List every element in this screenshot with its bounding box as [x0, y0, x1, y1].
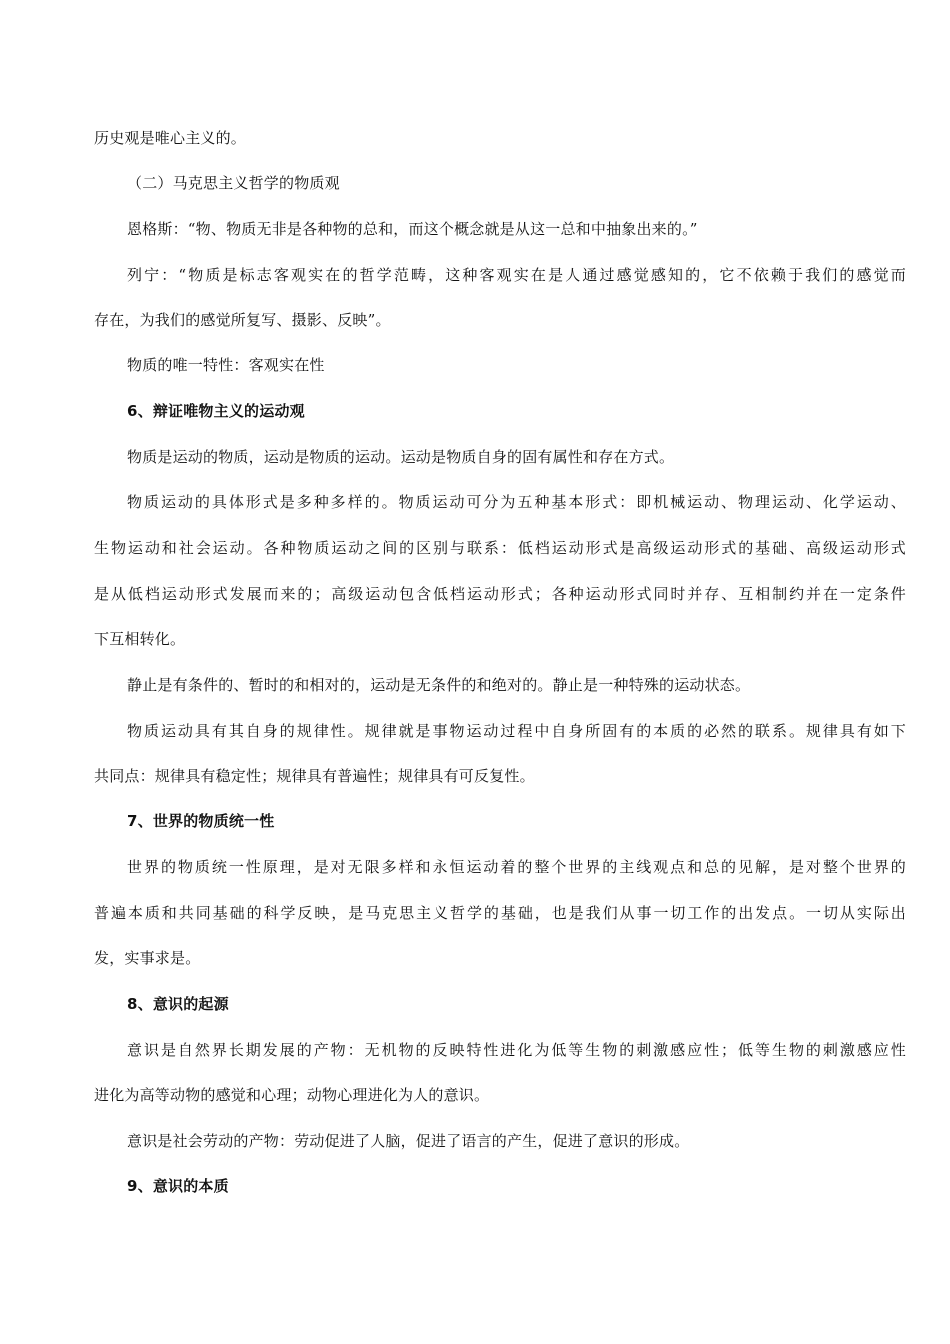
paragraph-line: 物质运动的具体形式是多种多样的。物质运动可分为五种基本形式：即机械运动、物理运动、化学运动、 — [127, 493, 906, 511]
paragraph-line: 列宁：“物质是标志客观实在的哲学范畴，这种客观实在是人通过感觉感知的，它不依赖于我们的感觉而 — [127, 266, 906, 284]
paragraph-line: 物质运动具有其自身的规律性。规律就是事物运动过程中自身所固有的本质的必然的联系。规律具有如下 — [127, 722, 906, 740]
section-heading: 8、意识的起源 — [127, 995, 229, 1013]
subsection-heading: （二）马克思主义哲学的物质观 — [127, 174, 340, 192]
section-heading: 9、意识的本质 — [127, 1177, 229, 1195]
paragraph-line: 意识是社会劳动的产物：劳动促进了人脑，促进了语言的产生，促进了意识的形成。 — [127, 1132, 690, 1150]
paragraph-line: 发，实事求是。 — [94, 949, 201, 967]
paragraph-line: 物质是运动的物质，运动是物质的运动。运动是物质自身的固有属性和存在方式。 — [127, 448, 675, 466]
paragraph-line: 静止是有条件的、暂时的和相对的，运动是无条件的和绝对的。静止是一种特殊的运动状态。 — [127, 676, 751, 694]
paragraph-line: 是从低档运动形式发展而来的；高级运动包含低档运动形式；各种运动形式同时并存、互相制约并在一定条件 — [94, 585, 906, 603]
paragraph-line: 世界的物质统一性原理，是对无限多样和永恒运动着的整个世界的主线观点和总的见解，是对整个世界的 — [127, 858, 906, 876]
section-heading: 6、辩证唯物主义的运动观 — [127, 402, 305, 420]
paragraph-line: 存在，为我们的感觉所复写、摄影、反映”。 — [94, 311, 391, 329]
paragraph-line: 意识是自然界长期发展的产物：无机物的反映特性进化为低等生物的刺激感应性；低等生物的刺激感应性 — [127, 1041, 906, 1059]
paragraph-line: 进化为高等动物的感觉和心理；动物心理进化为人的意识。 — [94, 1086, 490, 1104]
paragraph-line: 物质的唯一特性：客观实在性 — [127, 356, 325, 374]
paragraph-line: 共同点：规律具有稳定性；规律具有普遍性；规律具有可反复性。 — [94, 767, 535, 785]
paragraph-line: 历史观是唯心主义的。 — [94, 129, 247, 147]
paragraph-line: 生物运动和社会运动。各种物质运动之间的区别与联系：低档运动形式是高级运动形式的基础、高级运动形式 — [94, 539, 906, 557]
paragraph-line: 普遍本质和共同基础的科学反映，是马克思主义哲学的基础，也是我们从事一切工作的出发点。一切从实际出 — [94, 904, 906, 922]
section-heading: 7、世界的物质统一性 — [127, 812, 275, 830]
paragraph-line: 下互相转化。 — [94, 630, 186, 648]
paragraph-line: 恩格斯：“物、物质无非是各种物的总和，而这个概念就是从这一总和中抽象出来的。” — [127, 220, 698, 238]
